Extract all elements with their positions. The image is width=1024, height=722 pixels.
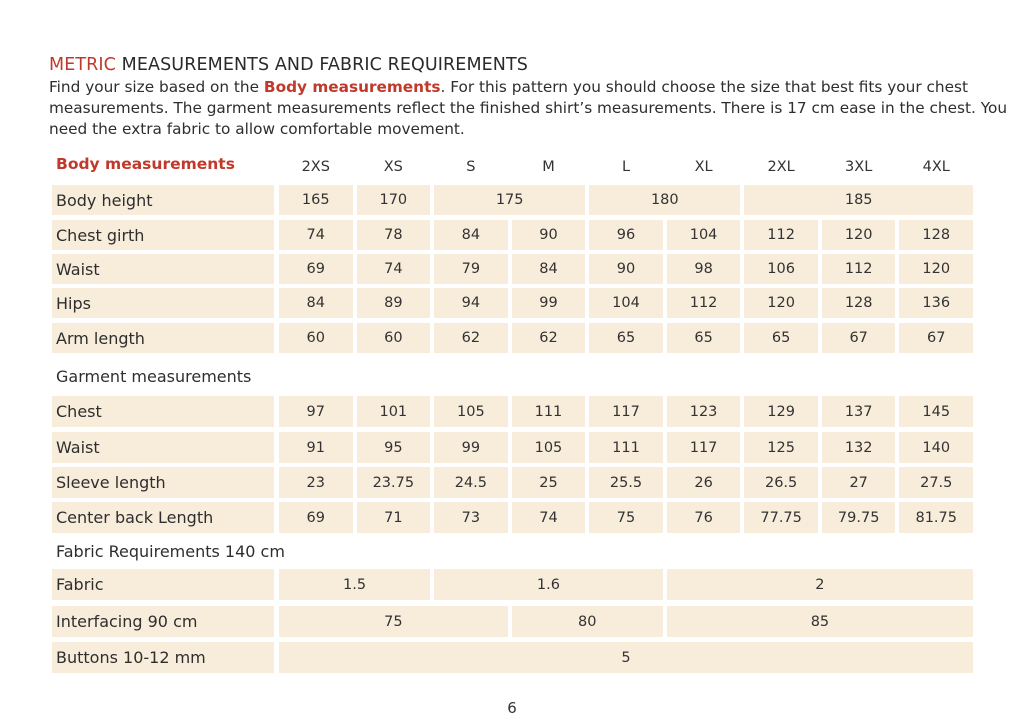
table-cell: 69 (279, 502, 353, 533)
row-label: Buttons 10-12 mm (52, 642, 274, 673)
table-cell: 23.75 (357, 467, 431, 498)
page-number: 6 (507, 699, 517, 717)
heading-accent: METRIC (49, 55, 116, 75)
table-cell: 145 (899, 396, 973, 427)
table-cell: 106 (744, 254, 818, 284)
table-cell: 120 (899, 254, 973, 284)
table-cell: 104 (667, 220, 741, 250)
table-cell: 105 (434, 396, 508, 427)
row-label: Body height (52, 185, 274, 215)
table-cell: 5 (279, 642, 973, 673)
size-header-m: M (542, 159, 555, 175)
size-header-s: S (466, 159, 476, 175)
table-cell: 175 (434, 185, 585, 215)
table-cell: 111 (589, 432, 663, 463)
table-cell: 2 (667, 569, 973, 600)
size-header-l: L (621, 159, 631, 175)
table-cell: 74 (512, 502, 586, 533)
table-cell: 128 (899, 220, 973, 250)
table-cell: 25.5 (589, 467, 663, 498)
table-cell: 99 (512, 288, 586, 318)
row-label: Center back Length (52, 502, 274, 533)
table-cell: 99 (434, 432, 508, 463)
table-cell: 91 (279, 432, 353, 463)
row-label: Fabric (52, 569, 274, 600)
row-label: Chest girth (52, 220, 274, 250)
table-cell: 71 (357, 502, 431, 533)
table-cell: 73 (434, 502, 508, 533)
row-label: Waist (52, 254, 274, 284)
table-cell: 67 (899, 323, 973, 353)
heading-rest: MEASUREMENTS AND FABRIC REQUIREMENTS (116, 55, 528, 75)
table-cell: 120 (822, 220, 896, 250)
table-cell: 84 (512, 254, 586, 284)
table-cell: 185 (744, 185, 973, 215)
table-cell: 129 (744, 396, 818, 427)
row-label: Chest (52, 396, 274, 427)
table-cell: 89 (357, 288, 431, 318)
table-cell: 137 (822, 396, 896, 427)
table-cell: 77.75 (744, 502, 818, 533)
table-cell: 117 (589, 396, 663, 427)
table-cell: 76 (667, 502, 741, 533)
table-cell: 25 (512, 467, 586, 498)
table-cell: 60 (357, 323, 431, 353)
table-cell: 98 (667, 254, 741, 284)
table-cell: 180 (589, 185, 740, 215)
table-cell: 23 (279, 467, 353, 498)
table-cell: 111 (512, 396, 586, 427)
table-cell: 120 (744, 288, 818, 318)
table-cell: 80 (512, 606, 663, 637)
table-cell: 136 (899, 288, 973, 318)
body-measurements-header: Body measurements (56, 155, 235, 173)
table-cell: 1.5 (279, 569, 430, 600)
intro-highlight: Body measurements (263, 78, 441, 96)
table-cell: 117 (667, 432, 741, 463)
intro-text-start: Find your size based on the (49, 78, 264, 96)
table-cell: 96 (589, 220, 663, 250)
table-cell: 78 (357, 220, 431, 250)
size-header-4xl: 4XL (922, 159, 950, 175)
table-cell: 60 (279, 323, 353, 353)
table-cell: 26.5 (744, 467, 818, 498)
size-header-3xl: 3XL (845, 159, 873, 175)
table-cell: 94 (434, 288, 508, 318)
table-cell: 24.5 (434, 467, 508, 498)
row-label: Waist (52, 432, 274, 463)
table-cell: 112 (744, 220, 818, 250)
garment-measurements-title: Garment measurements (56, 367, 252, 386)
table-cell: 79.75 (822, 502, 896, 533)
table-cell: 65 (589, 323, 663, 353)
table-cell: 112 (667, 288, 741, 318)
table-cell: 65 (667, 323, 741, 353)
table-cell: 65 (744, 323, 818, 353)
row-label: Interfacing 90 cm (52, 606, 274, 637)
table-cell: 26 (667, 467, 741, 498)
size-header-2xl: 2XL (767, 159, 795, 175)
table-cell: 27 (822, 467, 896, 498)
table-cell: 62 (512, 323, 586, 353)
table-cell: 125 (744, 432, 818, 463)
size-header-xl: XL (694, 159, 713, 175)
table-cell: 27.5 (899, 467, 973, 498)
table-cell: 90 (512, 220, 586, 250)
intro-paragraph (49, 77, 1009, 140)
table-cell: 69 (279, 254, 353, 284)
table-cell: 123 (667, 396, 741, 427)
table-cell: 105 (512, 432, 586, 463)
row-label: Sleeve length (52, 467, 274, 498)
table-cell: 84 (434, 220, 508, 250)
table-cell: 112 (822, 254, 896, 284)
table-cell: 74 (279, 220, 353, 250)
table-cell: 140 (899, 432, 973, 463)
page-heading (49, 55, 528, 75)
table-cell: 74 (357, 254, 431, 284)
table-cell: 84 (279, 288, 353, 318)
table-cell: 90 (589, 254, 663, 284)
row-label: Hips (52, 288, 274, 318)
table-cell: 101 (357, 396, 431, 427)
table-cell: 132 (822, 432, 896, 463)
size-header-2xs: 2XS (301, 159, 330, 175)
size-header-xs: XS (383, 159, 403, 175)
row-label: Arm length (52, 323, 274, 353)
intro-text-end: . For this pattern you should choose the size that best fits your chest measurements. The garment measurements reflect the finished shirt’s measurements. There is 17 cm ease in the chest. You need the extra fabric to allow comfortable movement. (49, 78, 1008, 138)
table-cell: 170 (357, 185, 431, 215)
table-cell: 95 (357, 432, 431, 463)
table-cell: 97 (279, 396, 353, 427)
table-cell: 104 (589, 288, 663, 318)
table-cell: 62 (434, 323, 508, 353)
table-cell: 75 (279, 606, 508, 637)
table-cell: 165 (279, 185, 353, 215)
table-cell: 79 (434, 254, 508, 284)
table-cell: 85 (667, 606, 973, 637)
fabric-requirements-title: Fabric Requirements 140 cm (56, 542, 285, 561)
table-cell: 67 (822, 323, 896, 353)
table-cell: 81.75 (899, 502, 973, 533)
table-cell: 1.6 (434, 569, 663, 600)
table-cell: 75 (589, 502, 663, 533)
table-cell: 128 (822, 288, 896, 318)
